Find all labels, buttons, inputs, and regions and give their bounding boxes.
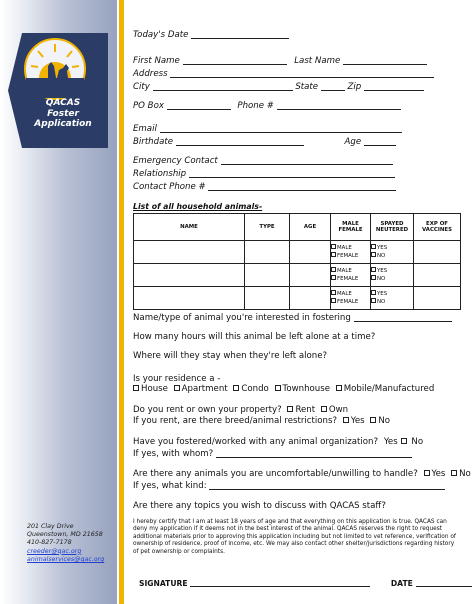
animals-table-heading: List of all household animals- [133, 202, 263, 211]
female-checkbox[interactable] [331, 252, 336, 257]
zip-label: Zip [347, 82, 362, 92]
townhouse-label: Townhouse [282, 384, 330, 394]
type-cell[interactable] [245, 241, 290, 264]
emergency-contact-row [133, 155, 393, 167]
accent-bar [119, 0, 124, 604]
no-label: NO [377, 253, 386, 259]
type-cell[interactable] [245, 287, 290, 310]
contact-phone-row [133, 181, 396, 193]
name-cell[interactable] [134, 264, 245, 287]
phone-label: Phone # [237, 101, 274, 111]
qacas-logo [24, 38, 86, 100]
age-field[interactable] [364, 136, 396, 146]
topics-question: Are there any topics you wish to discuss with QACAS staff? [133, 501, 386, 511]
table-row [134, 287, 461, 310]
address-label: Address [133, 69, 168, 79]
col-sex: MALE FEMALE [331, 214, 371, 241]
vaccine-cell[interactable] [414, 264, 461, 287]
col-fixed: SPAYED NEUTERED [371, 214, 414, 241]
age-cell[interactable] [290, 264, 331, 287]
first-name-label: First Name [133, 56, 180, 66]
relationship-row [133, 168, 395, 180]
type-cell[interactable] [245, 264, 290, 287]
phone-field[interactable] [277, 100, 401, 110]
hours-alone-question: How many hours will this animal be left alone at a time? [133, 332, 376, 342]
todays-date-row [133, 29, 289, 41]
townhouse-checkbox[interactable] [275, 385, 281, 391]
apartment-checkbox[interactable] [174, 385, 180, 391]
no-checkbox[interactable] [371, 298, 376, 303]
male-label: MALE [337, 291, 352, 297]
yes-label: YES [377, 245, 388, 251]
rent-label: Rent [295, 405, 316, 415]
male-checkbox[interactable] [331, 290, 336, 295]
email-link-1[interactable]: creeder@qac.org [27, 547, 82, 555]
doc-title-line-2: Application [34, 119, 92, 129]
mobile-checkbox[interactable] [336, 385, 342, 391]
condo-checkbox[interactable] [233, 385, 239, 391]
unwilling-yes-label: Yes [431, 469, 446, 479]
certification-text: I hereby certify that I am at least 18 years of age and that everything on this application is true. QACAS can deny my application if it deems not in the best interest of the animal. QACAS reserves the right to request additional materials prior to approving this application including but not limited to vet reference, verification of ownership of residence, proof of income, etc. We may also contact other shelter/jurisdictions regarding history of pet ownership or complaints. [133, 519, 456, 555]
female-checkbox[interactable] [331, 275, 336, 280]
contact-phone-label: Contact Phone # [133, 182, 206, 192]
age-label: Age [344, 137, 362, 147]
with-whom-field[interactable] [216, 448, 412, 458]
fostered-yes-label: Yes [383, 437, 398, 447]
female-label: FEMALE [337, 253, 359, 259]
rent-own-question: Do you rent or own your property? [133, 405, 282, 415]
email-row [133, 123, 402, 135]
sex-cell [331, 287, 371, 310]
male-label: MALE [337, 245, 352, 251]
residence-options [133, 384, 434, 395]
state-label: State [295, 82, 319, 92]
unwilling-no-label: No [459, 469, 471, 479]
email-link-2[interactable]: animalservices@qac.org [27, 555, 105, 563]
fostered-yes-checkbox[interactable] [401, 438, 407, 444]
table-row [134, 241, 461, 264]
fostered-row [133, 437, 423, 448]
city-label: City [133, 82, 150, 92]
apartment-label: Apartment [181, 384, 228, 394]
restrictions-no-checkbox[interactable] [370, 417, 376, 423]
po-box-label: PO Box [133, 101, 164, 111]
relationship-label: Relationship [133, 169, 187, 179]
col-age: AGE [290, 214, 331, 241]
email-field[interactable] [160, 123, 402, 133]
rent-own-row [133, 405, 348, 416]
emergency-contact-field[interactable] [221, 155, 393, 165]
with-whom-row [133, 448, 412, 460]
house-label: House [141, 384, 168, 394]
city-field[interactable] [153, 81, 293, 91]
yes-checkbox[interactable] [371, 290, 376, 295]
yes-checkbox[interactable] [371, 267, 376, 272]
address-line-1: 201 Clay Drive [27, 523, 74, 530]
restrictions-no-label: No [378, 416, 391, 426]
table-row [134, 264, 461, 287]
last-name-label: Last Name [294, 56, 341, 66]
po-box-row [133, 100, 401, 112]
todays-date-label: Today's Date [133, 30, 189, 40]
unwilling-question: Are there any animals you are uncomfortable/unwilling to handle? [133, 469, 418, 479]
org-title: QACAS [45, 98, 81, 108]
po-box-field[interactable] [167, 100, 231, 110]
first-name-field[interactable] [183, 55, 287, 65]
yes-checkbox[interactable] [371, 244, 376, 249]
email-label: Email [133, 124, 157, 134]
fostered-question: Have you fostered/worked with any animal organization? [133, 437, 379, 447]
col-type: TYPE [245, 214, 290, 241]
vaccine-cell[interactable] [414, 287, 461, 310]
restrictions-yes-label: Yes [350, 416, 365, 426]
no-label: NO [377, 299, 386, 305]
no-checkbox[interactable] [371, 252, 376, 257]
contact-phone-field[interactable] [208, 181, 396, 191]
table-header-row [134, 214, 461, 241]
female-label: FEMALE [337, 299, 359, 305]
birthdate-label: Birthdate [133, 137, 174, 147]
col-vaccines: EXP OF VACCINES [414, 214, 461, 241]
birthdate-row [133, 136, 396, 148]
emergency-contact-label: Emergency Contact [133, 156, 218, 166]
yes-label: YES [377, 268, 388, 274]
where-stay-question: Where will they stay when they're left alone? [133, 351, 328, 361]
name-cell[interactable] [134, 287, 245, 310]
sex-cell [331, 264, 371, 287]
name-cell[interactable] [134, 241, 245, 264]
vaccine-cell[interactable] [414, 241, 461, 264]
restrictions-question: If you rent, are there breed/animal restrictions? [133, 416, 338, 426]
no-checkbox[interactable] [371, 275, 376, 280]
what-kind-field[interactable] [209, 480, 445, 490]
condo-label: Condo [241, 384, 269, 394]
sun-dog-cat-icon [26, 40, 84, 98]
fostered-no-label: No [411, 437, 424, 447]
birthdate-field[interactable] [176, 136, 304, 146]
fixed-cell [371, 287, 414, 310]
with-whom-question: If yes, with whom? [133, 449, 214, 459]
relationship-field[interactable] [189, 168, 395, 178]
last-name-field[interactable] [343, 55, 427, 65]
household-animals-table [133, 213, 461, 310]
date-label: DATE [390, 579, 413, 588]
phone-number: 410-827-7178 [27, 539, 72, 547]
female-label: FEMALE [337, 276, 359, 282]
restrictions-row [133, 416, 390, 427]
signature-row [133, 577, 472, 589]
unwilling-row [133, 469, 471, 480]
sex-cell [331, 241, 371, 264]
age-cell[interactable] [290, 241, 331, 264]
state-field[interactable] [321, 81, 345, 91]
doc-title-line-1: Foster [47, 108, 79, 119]
signature-field[interactable] [190, 577, 370, 587]
male-checkbox[interactable] [331, 267, 336, 272]
animal-type-row [133, 312, 452, 324]
col-name: NAME [134, 214, 245, 241]
address-line-2: Queenstown, MD 21658 [27, 531, 103, 539]
fixed-cell [371, 241, 414, 264]
city-row [133, 81, 424, 93]
date-field[interactable] [416, 577, 472, 587]
rent-checkbox[interactable] [287, 406, 293, 412]
house-checkbox[interactable] [133, 385, 139, 391]
address-field[interactable] [170, 68, 434, 78]
residence-question: Is your residence a - [133, 374, 221, 384]
mobile-label: Mobile/Manufactured [343, 384, 435, 394]
age-cell[interactable] [290, 287, 331, 310]
name-row [133, 55, 427, 67]
restrictions-yes-checkbox[interactable] [343, 417, 349, 423]
male-checkbox[interactable] [331, 244, 336, 249]
female-checkbox[interactable] [331, 298, 336, 303]
male-label: MALE [337, 268, 352, 274]
no-label: NO [377, 276, 386, 282]
what-kind-question: If yes, what kind: [133, 481, 207, 491]
own-label: Own [328, 405, 349, 415]
own-checkbox[interactable] [321, 406, 327, 412]
signature-label: SIGNATURE [139, 579, 188, 588]
zip-field[interactable] [364, 81, 424, 91]
banner-title [24, 98, 102, 130]
contact-info [27, 523, 119, 564]
yes-label: YES [377, 291, 388, 297]
animal-type-field[interactable] [354, 312, 452, 322]
unwilling-no-checkbox[interactable] [451, 470, 457, 476]
animal-type-question: Name/type of animal you're interested in fostering [133, 313, 351, 323]
what-kind-row [133, 480, 445, 492]
unwilling-yes-checkbox[interactable] [424, 470, 430, 476]
fixed-cell [371, 264, 414, 287]
address-row [133, 68, 434, 80]
todays-date-field[interactable] [191, 29, 289, 39]
